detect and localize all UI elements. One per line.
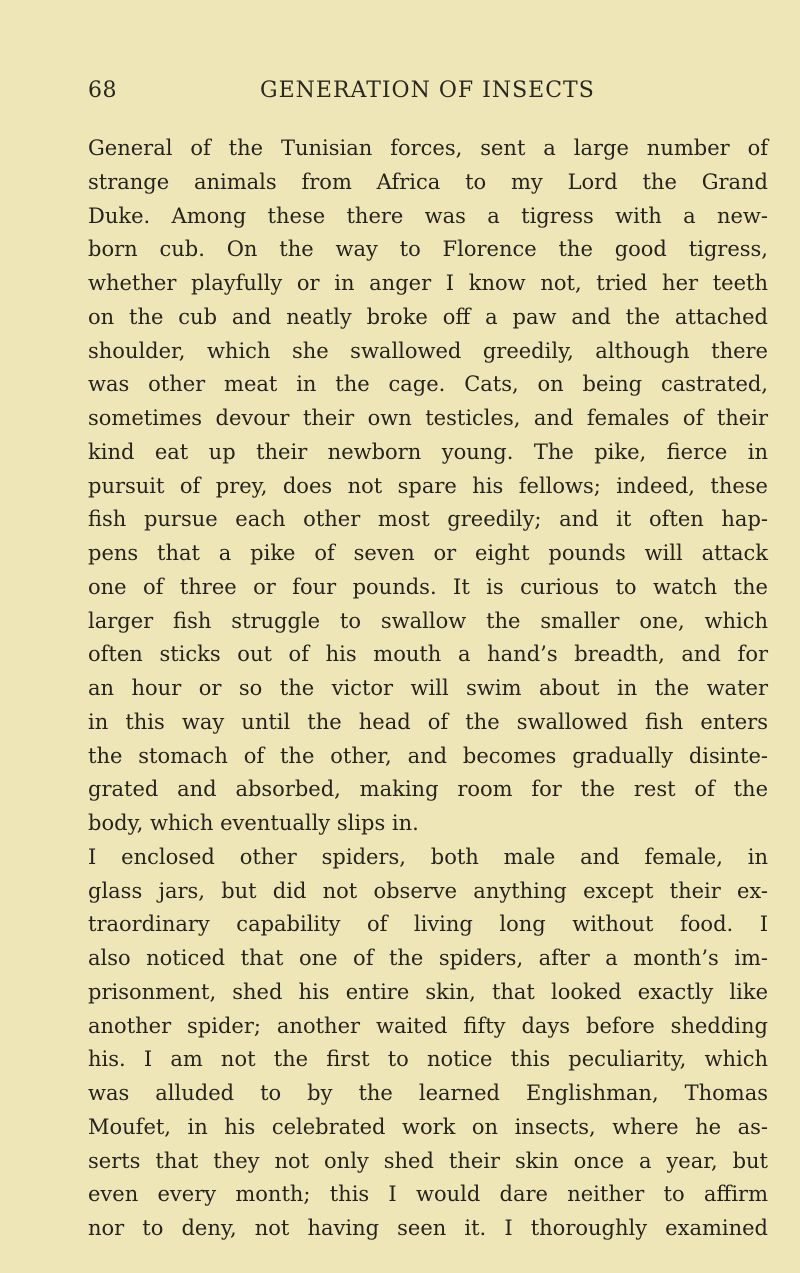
- text-line: grated and absorbed, making room for the rest of the: [88, 777, 768, 802]
- paragraph-end-line: body, which eventually slips in.: [88, 811, 419, 835]
- text-line: an hour or so the victor will swim about in the water: [88, 676, 768, 700]
- text-line: Duke. Among these there was a tigress with a new-: [88, 203, 768, 228]
- text-line: fish pursue each other most greedily; and it often hap-: [88, 507, 768, 532]
- text-line: on the cub and neatly broke off a paw and the attached: [88, 304, 768, 329]
- text-line: born cub. On the way to Florence the good tigress,: [88, 237, 768, 262]
- text-line: often sticks out of his mouth a hand’s breadth, and for: [88, 642, 768, 667]
- text-line: sometimes devour their own testicles, and females of their: [88, 406, 768, 430]
- text-line: larger fish struggle to swallow the smaller one, which: [88, 608, 768, 633]
- text-line: serts that they not only shed their skin once a year, but: [88, 1148, 768, 1173]
- page-number: 68: [88, 78, 117, 103]
- text-line: one of three or four pounds. It is curious to watch the: [88, 574, 768, 599]
- text-line: in this way until the head of the swallowed fish enters: [88, 709, 768, 734]
- text-line: traordinary capability of living long without food. I: [88, 912, 768, 937]
- page-header: [88, 78, 772, 112]
- text-line: glass jars, but did not observe anything except their ex-: [88, 878, 768, 903]
- text-line: pursuit of prey, does not spare his fellows; indeed, these: [88, 473, 768, 498]
- text-line: also noticed that one of the spiders, after a month’s im-: [88, 946, 768, 970]
- text-line: whether playfully or in anger I know not, tried her teeth: [88, 271, 768, 295]
- running-head: GENERATION OF INSECTS: [260, 78, 595, 103]
- text-line: I enclosed other spiders, both male and female, in: [88, 844, 768, 869]
- text-line: was alluded to by the learned Englishman, Thomas: [88, 1081, 768, 1105]
- text-line: Moufet, in his celebrated work on insects, where he as-: [88, 1114, 768, 1139]
- text-line: General of the Tunisian forces, sent a large number of: [88, 136, 768, 160]
- text-line: was other meat in the cage. Cats, on being castrated,: [88, 372, 768, 397]
- text-line: another spider; another waited fifty days before shedding: [88, 1013, 768, 1038]
- text-line: shoulder, which she swallowed greedily, although there: [88, 338, 768, 363]
- text-line: the stomach of the other, and becomes gradually disinte-: [88, 743, 768, 768]
- text-line: kind eat up their newborn young. The pike, fierce in: [88, 439, 768, 464]
- body-text: [88, 132, 768, 1246]
- text-line: nor to deny, not having seen it. I thoroughly examined: [88, 1216, 768, 1240]
- text-line: his. I am not the first to notice this peculiarity, which: [88, 1047, 768, 1072]
- text-line: prisonment, shed his entire skin, that looked exactly like: [88, 979, 768, 1004]
- text-line: pens that a pike of seven or eight pounds will attack: [88, 541, 768, 565]
- text-line: even every month; this I would dare neither to affirm: [88, 1182, 768, 1207]
- text-line: strange animals from Africa to my Lord the Grand: [88, 169, 768, 194]
